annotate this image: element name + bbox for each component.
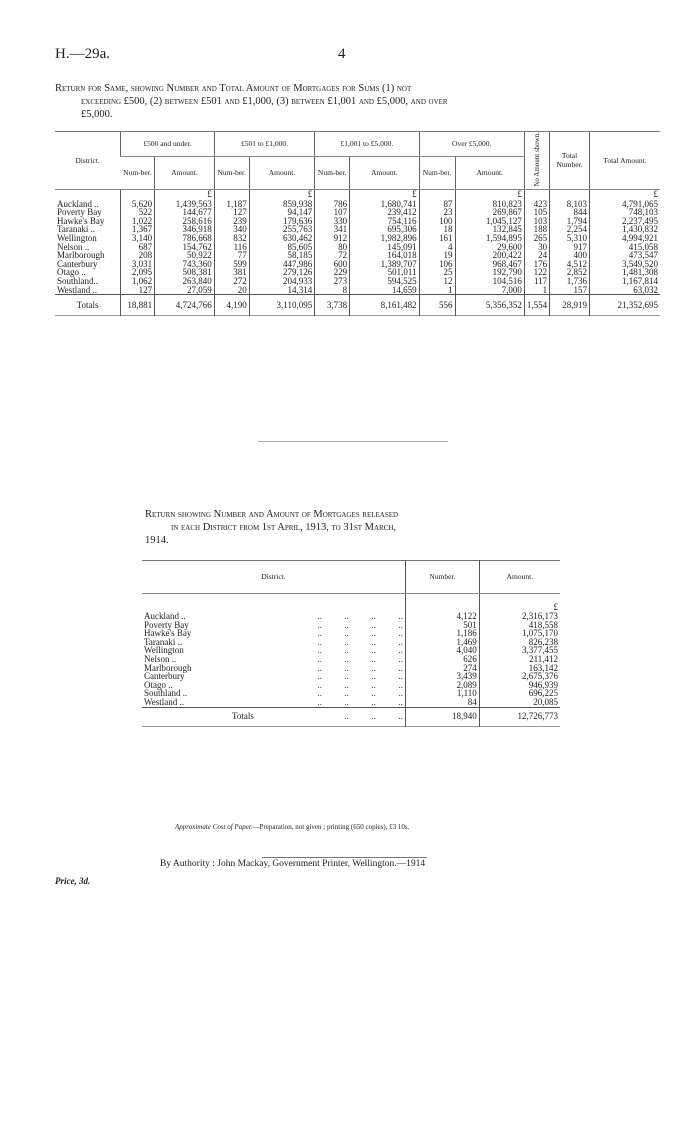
section-divider [258,441,448,442]
value-cell: 103 [524,217,549,226]
currency-symbol: £ [479,594,560,613]
value-cell: 415,058 [589,243,660,252]
district-name: Otago .. [57,267,86,278]
district-name: Canterbury [57,258,98,269]
leader-dots: .. .. .. .. [317,662,403,673]
value-cell: 12 [419,277,455,286]
value-cell: 239,412 [350,208,419,217]
total-cell: 18,881 [121,295,155,316]
value-cell: 4,791,065 [589,200,660,209]
value-cell: 145,091 [350,243,419,252]
district-name: Canterbury [144,671,185,682]
value-cell: 330 [315,217,350,226]
amount-cell: 826,238 [479,638,560,647]
number-header: Num-ber. [121,156,155,189]
value-cell: 77 [214,251,249,260]
value-cell: 748,103 [589,208,660,217]
value-cell: 106 [419,260,455,269]
value-cell: 105 [524,208,549,217]
total-cell: 4,724,766 [155,295,215,316]
value-cell: 8 [315,286,350,295]
value-cell: 1,062 [121,277,155,286]
value-cell: 161 [419,234,455,243]
value-cell: 599 [214,260,249,269]
total-amount-header: Total Amount. [589,132,660,190]
district-name: Taranaki .. [144,636,183,647]
value-cell: 968,467 [455,260,524,269]
amount-header: Amount. [350,156,419,189]
total-cell: 556 [419,295,455,316]
total-cell: 28,919 [550,295,590,316]
value-cell: 265 [524,234,549,243]
value-cell: 5,620 [121,200,155,209]
value-cell: 122 [524,268,549,277]
empty-cell [142,594,256,613]
district-name: Marlborough [57,250,105,261]
value-cell: 695,306 [350,225,419,234]
value-cell: 14,659 [350,286,419,295]
value-cell: 127 [121,286,155,295]
value-cell: 743,360 [155,260,215,269]
value-cell: 107 [315,208,350,217]
currency-symbol: £ [589,189,660,200]
value-cell: 23 [419,208,455,217]
no-amount-header: No Amount shown. [524,132,549,190]
group-header: £500 and under. [121,132,215,157]
number-cell: 1,186 [405,629,479,638]
group-header: £1,001 to £5,000. [315,132,419,157]
district-name: Southland.. [57,276,99,286]
table1-title-line1: Return for Same, showing Number and Total Amount of Mortgages for Sums (1) not [55,83,412,94]
value-cell: 72 [315,251,350,260]
value-cell: 116 [214,243,249,252]
value-cell: 50,922 [155,251,215,260]
value-cell: 600 [315,260,350,269]
district-name: Nelson .. [57,241,90,252]
total-cell: 4,190 [214,295,249,316]
value-cell: 346,918 [155,225,215,234]
number-header: Num-ber. [419,156,455,189]
value-cell: 63,032 [589,286,660,295]
district-name: Southland .. [144,688,188,699]
value-cell: 508,381 [155,268,215,277]
district-header: District. [142,561,405,594]
number-cell: 2,089 [405,681,479,690]
value-cell: 239 [214,217,249,226]
totals-label: Totals [142,707,256,726]
amount-cell: 1,075,170 [479,629,560,638]
district-name: Wellington [144,645,184,656]
value-cell: 844 [550,208,590,217]
value-cell: 24 [524,251,549,260]
value-cell: 29,600 [455,243,524,252]
value-cell: 255,763 [249,225,314,234]
value-cell: 3,140 [121,234,155,243]
value-cell: 204,933 [249,277,314,286]
leader-dots: .. .. .. .. [317,653,403,664]
district-name: Auckland .. [57,198,99,209]
value-cell: 3,549,520 [589,260,660,269]
value-cell: 1,481,308 [589,268,660,277]
leader-dots: .. .. .. .. [317,679,403,690]
district-name: Poverty Bay [144,619,189,630]
cost-text: —Preparation, not given ; printing (650 copies), £3 10s. [252,823,410,831]
value-cell: 132,845 [455,225,524,234]
value-cell: 1,680,741 [350,200,419,209]
district-header: District. [55,132,121,190]
cost-note [175,823,409,831]
value-cell: 127 [214,208,249,217]
value-cell: 917 [550,243,590,252]
district-name: Otago .. [144,679,173,690]
value-cell: 272 [214,277,249,286]
value-cell: 104,516 [455,277,524,286]
value-cell: 8,103 [550,200,590,209]
number-cell: 626 [405,655,479,664]
value-cell: 19 [419,251,455,260]
total-cell: 3,738 [315,295,350,316]
leader-dots: .. .. .. .. [317,671,403,682]
value-cell: 58,185 [249,251,314,260]
number-cell: 4,040 [405,646,479,655]
total-amount: 12,726,773 [479,707,560,726]
number-cell: 84 [405,698,479,707]
value-cell: 1,439,563 [155,200,215,209]
value-cell: 594,525 [350,277,419,286]
value-cell: 4 [419,243,455,252]
totals-label: Totals [55,295,121,316]
value-cell: 263,840 [155,277,215,286]
cost-label: Approximate Cost of Paper. [175,823,253,831]
value-cell: 258,616 [155,217,215,226]
value-cell: 279,126 [249,268,314,277]
leader-dots: .. .. .. .. [317,688,403,699]
total-cell: 1,554 [524,295,549,316]
leader-dots: .. .. .. .. [317,696,403,707]
district-name: Westland .. [144,696,185,707]
value-cell: 25 [419,268,455,277]
total-cell: 8,161,482 [350,295,419,316]
table2-title-line1: Return showing Number and Amount of Mortgages released [145,509,399,520]
total-cell: 3,110,095 [249,295,314,316]
table2-title [145,508,565,547]
value-cell: 164,018 [350,251,419,260]
value-cell: 832 [214,234,249,243]
district-name: Nelson .. [144,653,177,664]
value-cell: 85,605 [249,243,314,252]
totals-row [55,295,660,316]
value-cell: 269,867 [455,208,524,217]
mortgages-by-sum-table [55,131,660,316]
table-row [55,286,660,295]
amount-cell: 2,675,376 [479,672,560,681]
printer-authority: By Authority : John Mackay, Government Printer, Wellington.—1914 [160,859,426,869]
district-name: Westland .. [57,284,98,295]
value-cell: 1,187 [214,200,249,209]
value-cell: 912 [315,234,350,243]
value-cell: 2,852 [550,268,590,277]
value-cell: 1,389,707 [350,260,419,269]
value-cell: 229 [315,268,350,277]
number-cell: 1,110 [405,689,479,698]
district-name: Poverty Bay [57,207,102,218]
table1-title-line2: exceeding £500, (2) between £501 and £1,000, (3) between £1,001 and £5,000, and over [81,96,448,107]
value-cell: 1,167,814 [589,277,660,286]
value-cell: 447,986 [249,260,314,269]
value-cell: 117 [524,277,549,286]
value-cell: 5,310 [550,234,590,243]
empty-cell [256,594,406,613]
value-cell: 1,594,895 [455,234,524,243]
value-cell: 100 [419,217,455,226]
leader-dots: .. .. .. .. [317,611,403,621]
value-cell: 1,736 [550,277,590,286]
value-cell: 786 [315,200,350,209]
number-cell: 3,439 [405,672,479,681]
value-cell: 1,794 [550,217,590,226]
value-cell: 18 [419,225,455,234]
value-cell: 157 [550,286,590,295]
leader-dots: .. .. .. .. [317,645,403,656]
page-number: 4 [338,46,346,62]
totals-row [142,707,560,726]
value-cell: 2,254 [550,225,590,234]
value-cell: 154,762 [155,243,215,252]
number-header: Num-ber. [315,156,350,189]
value-cell: 2,095 [121,268,155,277]
group-header: £501 to £1,000. [214,132,314,157]
amount-cell: 696,225 [479,689,560,698]
value-cell: 1,367 [121,225,155,234]
value-cell: 4,512 [550,260,590,269]
value-cell: 179,636 [249,217,314,226]
district-name: Taranaki .. [57,224,96,235]
value-cell: 1,982,896 [350,234,419,243]
value-cell: 1,430,832 [589,225,660,234]
value-cell: 1 [524,286,549,295]
amount-header: Amount. [479,561,560,594]
group-header: Over £5,000. [419,132,524,157]
number-cell: 274 [405,664,479,673]
leader-dots: .. .. .. .. [317,628,403,639]
document-reference: H.—29a. [55,46,110,62]
currency-symbol: £ [455,189,524,200]
value-cell: 4,994,921 [589,234,660,243]
value-cell: 341 [315,225,350,234]
table1-title [55,82,665,121]
total-cell: 21,352,695 [589,295,660,316]
value-cell: 94,147 [249,208,314,217]
currency-symbol: £ [350,189,419,200]
value-cell: 7,000 [455,286,524,295]
value-cell: 14,314 [249,286,314,295]
value-cell: 473,547 [589,251,660,260]
value-cell: 501,011 [350,268,419,277]
amount-cell: 211,412 [479,655,560,664]
total-cell: 5,356,352 [455,295,524,316]
district-name: Auckland .. [144,611,186,621]
amount-header: Amount. [249,156,314,189]
table2-title-line2: in each District from 1st April, 1913, to 31st March, [171,522,397,533]
leader-dots: .. .. .. .. [317,636,403,647]
value-cell: 273 [315,277,350,286]
number-header: Num-ber. [214,156,249,189]
value-cell: 27,059 [155,286,215,295]
mortgages-released-table [142,560,560,727]
currency-symbol: £ [249,189,314,200]
district-name: Hawke's Bay [144,628,192,639]
number-cell: 4,122 [405,612,479,621]
value-cell: 340 [214,225,249,234]
amount-cell: 2,316,173 [479,612,560,621]
amount-cell: 20,085 [479,698,560,707]
value-cell: 630,462 [249,234,314,243]
amount-header: Amount. [155,156,215,189]
amount-cell: 418,558 [479,621,560,630]
currency-symbol: £ [155,189,215,200]
table2-title-line3: 1914. [145,535,169,546]
value-cell: 200,422 [455,251,524,260]
value-cell: 192,790 [455,268,524,277]
total-number-header: Total Number. [550,132,590,190]
value-cell: 687 [121,243,155,252]
amount-cell: 163,142 [479,664,560,673]
value-cell: 2,237,495 [589,217,660,226]
number-cell: 1,469 [405,638,479,647]
value-cell: 1 [419,286,455,295]
value-cell: 754,116 [350,217,419,226]
value-cell: 20 [214,286,249,295]
value-cell: 144,677 [155,208,215,217]
amount-cell: 946,939 [479,681,560,690]
value-cell: 423 [524,200,549,209]
value-cell: 30 [524,243,549,252]
value-cell: 1,045,127 [455,217,524,226]
number-cell: 501 [405,621,479,630]
total-number: 18,940 [405,707,479,726]
value-cell: 87 [419,200,455,209]
value-cell: 859,938 [249,200,314,209]
value-cell: 522 [121,208,155,217]
table-row [142,698,560,707]
value-cell: 381 [214,268,249,277]
value-cell: 810,823 [455,200,524,209]
amount-cell: 3,377,455 [479,646,560,655]
value-cell: 208 [121,251,155,260]
price: Price, 3d. [55,876,91,886]
footer-rule [262,857,427,858]
value-cell: 1,022 [121,217,155,226]
value-cell: 400 [550,251,590,260]
amount-header: Amount. [455,156,524,189]
value-cell: 176 [524,260,549,269]
leader-dots: .. .. .. .. [317,619,403,630]
leader-dots: .. .. .. [256,707,406,726]
value-cell: 188 [524,225,549,234]
empty-cell [405,594,479,613]
value-cell: 80 [315,243,350,252]
district-name: Hawke's Bay [57,215,105,226]
table1-title-line3: £5,000. [81,109,113,120]
district-name: Marlborough [144,662,192,673]
district-name: Wellington [57,233,97,244]
number-header: Number. [405,561,479,594]
value-cell: 786,668 [155,234,215,243]
value-cell: 3,031 [121,260,155,269]
